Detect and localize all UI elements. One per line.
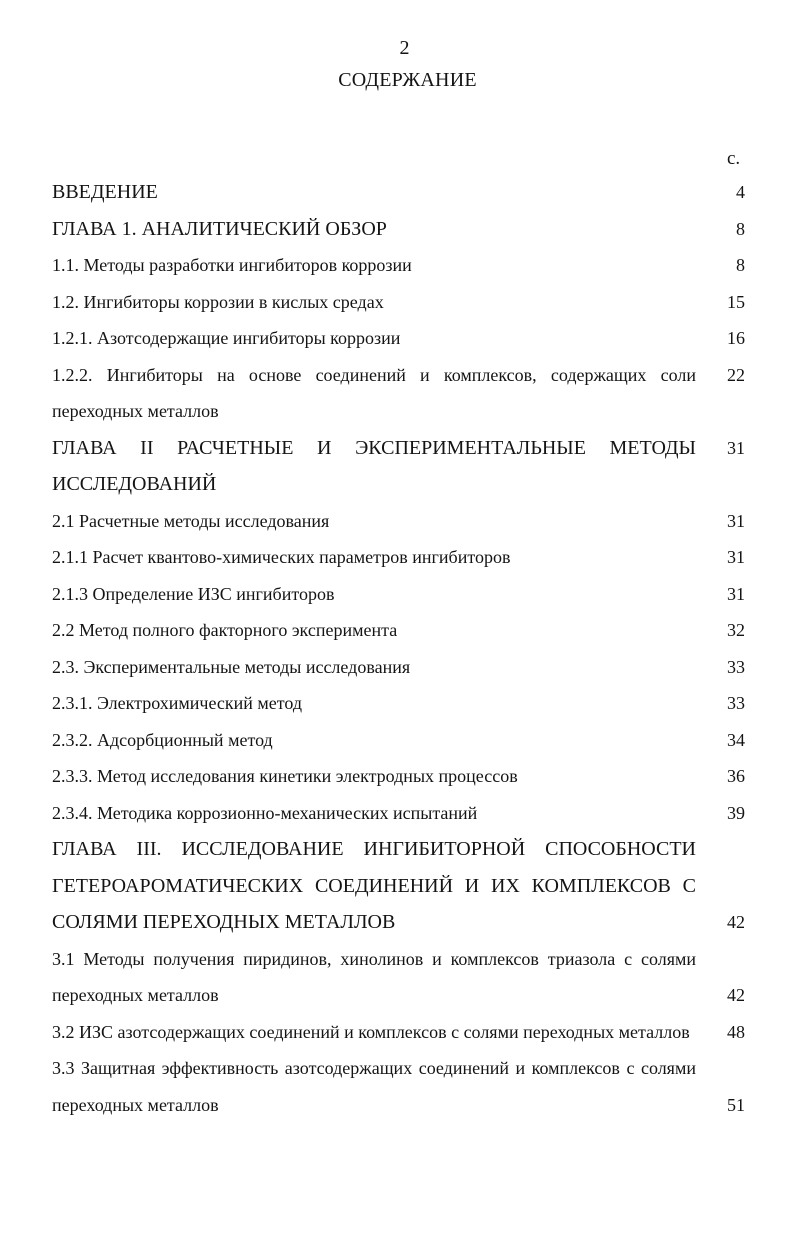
toc-entry-title: 2.1.1 Расчет квантово-химических параметров ингибиторов — [52, 547, 511, 567]
page-title: СОДЕРЖАНИЕ — [338, 69, 477, 91]
toc-entry-title: 3.1 Методы получения пиридинов, хинолинов и комплексов триазола с солями переходных металлов — [52, 948, 696, 1005]
toc-entry-page: 16 — [727, 328, 745, 348]
toc-entry — [52, 649, 745, 686]
toc-entry-page: 8 — [736, 255, 745, 275]
toc-entry — [52, 320, 745, 357]
toc-entry-page: 22 — [727, 364, 745, 385]
toc-entry-page: 33 — [727, 693, 745, 713]
toc-entry-page: 39 — [727, 802, 745, 823]
toc-entry-page: 31 — [727, 510, 745, 531]
toc-entry-title: 2.3.1. Электрохимический метод — [52, 693, 303, 713]
toc-entry — [52, 612, 745, 649]
toc-entry — [52, 1050, 745, 1123]
page-number: 2 — [399, 37, 410, 59]
toc-entry-page: 31 — [727, 583, 745, 604]
toc-entry — [52, 539, 745, 576]
toc-entry-page: 4 — [736, 182, 745, 202]
toc-entry-title: 2.3.4. Методика коррозионно-механических испытаний — [52, 802, 478, 823]
toc-entry — [52, 576, 745, 613]
toc-entry — [52, 247, 745, 284]
toc-entry-title: 1.2.1. Азотсодержащие ингибиторы коррозии — [52, 328, 401, 348]
toc-entry-title: 2.3.3. Метод исследования кинетики электродных процессов — [52, 766, 518, 786]
page-column-label: с. — [727, 148, 741, 169]
toc-entry — [52, 357, 745, 430]
toc-entry-title: 3.3 Защитная эффективность азотсодержащих соединений и комплексов с солями переходных металлов — [52, 1058, 696, 1115]
toc-entry-page: 34 — [727, 729, 745, 750]
toc-entry-page: 42 — [727, 912, 745, 932]
toc-entry — [52, 430, 745, 503]
toc-entry-title: ВВЕДЕНИЕ — [52, 181, 158, 203]
toc-entry-page: 42 — [727, 985, 745, 1005]
toc-entry-title: 2.1.3 Определение ИЗС ингибиторов — [52, 583, 335, 604]
toc-entry-title: 3.2 ИЗС азотсодержащих соединений и комплексов с солями переходных металлов — [52, 1021, 690, 1042]
toc-entry-page: 51 — [727, 1094, 745, 1115]
toc-entry — [52, 795, 745, 832]
toc-entry-page: 31 — [727, 437, 745, 458]
toc-entry — [52, 831, 745, 941]
toc-entry — [52, 758, 745, 795]
toc-entry — [52, 503, 745, 540]
toc-entry-title: 1.1. Методы разработки ингибиторов коррозии — [52, 255, 412, 275]
toc-entry-title: 1.2. Ингибиторы коррозии в кислых средах — [52, 291, 384, 312]
toc-entry — [52, 211, 745, 248]
toc-entry-title: 2.3.2. Адсорбционный метод — [52, 729, 273, 750]
toc-entry-title: ГЛАВА 1. АНАЛИТИЧЕСКИЙ ОБЗОР — [52, 217, 387, 240]
toc-entry — [52, 174, 745, 211]
toc-entry-title: 2.2 Метод полного факторного эксперимента — [52, 620, 398, 640]
toc-entry-title: 2.1 Расчетные методы исследования — [52, 510, 330, 531]
table-of-contents — [52, 174, 745, 1123]
toc-entry-page: 31 — [727, 547, 745, 567]
toc-entry-title: 1.2.2. Ингибиторы на основе соединений и комплексов, содержащих соли переходных металлов — [52, 364, 696, 421]
toc-entry — [52, 284, 745, 321]
toc-entry-page: 32 — [727, 620, 745, 640]
toc-entry — [52, 685, 745, 722]
toc-entry-title: ГЛАВА II РАСЧЕТНЫЕ И ЭКСПЕРИМЕНТАЛЬНЫЕ МЕТОДЫ ИССЛЕДОВАНИЙ — [52, 436, 696, 495]
toc-entry-page: 36 — [727, 766, 745, 786]
toc-entry — [52, 941, 745, 1014]
toc-entry — [52, 1014, 745, 1051]
toc-entry-page: 48 — [727, 1021, 745, 1042]
toc-entry-title: 2.3. Экспериментальные методы исследования — [52, 656, 411, 677]
toc-entry — [52, 722, 745, 759]
toc-entry-page: 8 — [736, 218, 745, 239]
toc-entry-page: 15 — [727, 291, 745, 312]
toc-entry-title: ГЛАВА III. ИССЛЕДОВАНИЕ ИНГИБИТОРНОЙ СПОСОБНОСТИ ГЕТЕРОАРОМАТИЧЕСКИХ СОЕДИНЕНИЙ И ИХ КОМПЛЕКСОВ С СОЛЯМИ ПЕРЕХОДНЫХ МЕТАЛЛОВ — [52, 838, 696, 933]
toc-entry-page: 33 — [727, 656, 745, 677]
